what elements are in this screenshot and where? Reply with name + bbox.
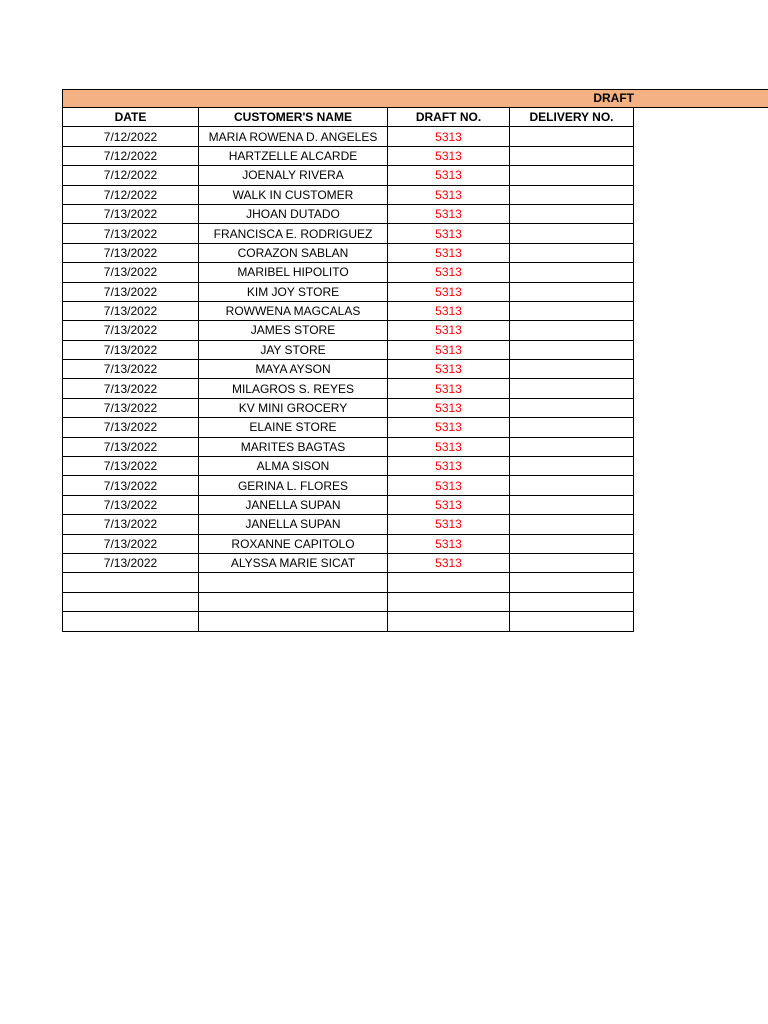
customer-name-cell[interactable]: ROWWENA MAGCALAS: [199, 301, 388, 320]
delivery-no-cell[interactable]: [510, 360, 634, 379]
table-row: [63, 592, 634, 611]
delivery-no-cell[interactable]: [510, 340, 634, 359]
draft-no-cell[interactable]: 5313: [388, 204, 510, 223]
delivery-no-cell[interactable]: [510, 457, 634, 476]
customer-name-cell[interactable]: ROXANNE CAPITOLO: [199, 534, 388, 553]
table-row: [63, 340, 634, 359]
draft-no-cell[interactable]: 5313: [388, 340, 510, 359]
draft-no-cell[interactable]: 5313: [388, 185, 510, 204]
table-row: [63, 553, 634, 572]
table-row: [63, 224, 634, 243]
delivery-no-cell[interactable]: [510, 418, 634, 437]
draft-no-cell[interactable]: 5313: [388, 127, 510, 146]
table-row: [63, 127, 634, 146]
draft-no-cell[interactable]: 5313: [388, 224, 510, 243]
table-row: [63, 437, 634, 456]
customer-name-cell[interactable]: MARIBEL HIPOLITO: [199, 263, 388, 282]
customer-name-cell[interactable]: JAMES STORE: [199, 321, 388, 340]
date-cell[interactable]: 7/13/2022: [63, 553, 199, 572]
draft-no-cell[interactable]: 5313: [388, 495, 510, 514]
date-cell[interactable]: 7/13/2022: [63, 418, 199, 437]
table-row: [63, 398, 634, 417]
table-row: [63, 321, 634, 340]
date-cell[interactable]: 7/13/2022: [63, 340, 199, 359]
draft-no-cell[interactable]: 5313: [388, 263, 510, 282]
customer-name-cell[interactable]: KV MINI GROCERY: [199, 398, 388, 417]
customer-name-cell[interactable]: JHOAN DUTADO: [199, 204, 388, 223]
draft-no-cell[interactable]: 5313: [388, 379, 510, 398]
table-row: [63, 282, 634, 301]
date-cell[interactable]: [63, 592, 199, 611]
column-header-date[interactable]: DATE: [63, 108, 199, 127]
delivery-no-cell[interactable]: [510, 127, 634, 146]
draft-no-cell[interactable]: 5313: [388, 243, 510, 262]
delivery-no-cell[interactable]: [510, 495, 634, 514]
draft-no-cell[interactable]: 5313: [388, 321, 510, 340]
customer-name-cell[interactable]: FRANCISCA E. RODRIGUEZ: [199, 224, 388, 243]
column-header-customer-name[interactable]: CUSTOMER'S NAME: [199, 108, 388, 127]
date-cell[interactable]: 7/13/2022: [63, 457, 199, 476]
delivery-no-cell[interactable]: [510, 204, 634, 223]
delivery-no-cell[interactable]: [510, 379, 634, 398]
date-cell[interactable]: 7/13/2022: [63, 282, 199, 301]
table-row: [63, 166, 634, 185]
draft-table: [62, 107, 634, 632]
table-row: [63, 612, 634, 631]
date-cell[interactable]: 7/13/2022: [63, 321, 199, 340]
date-cell[interactable]: 7/13/2022: [63, 243, 199, 262]
table-row: [63, 263, 634, 282]
customer-name-cell[interactable]: MILAGROS S. REYES: [199, 379, 388, 398]
draft-no-cell[interactable]: 5313: [388, 282, 510, 301]
customer-name-cell[interactable]: JAY STORE: [199, 340, 388, 359]
draft-no-cell[interactable]: [388, 612, 510, 631]
delivery-no-cell[interactable]: [510, 185, 634, 204]
table-row: [63, 573, 634, 592]
delivery-no-cell[interactable]: [510, 263, 634, 282]
delivery-no-cell[interactable]: [510, 515, 634, 534]
customer-name-cell[interactable]: KIM JOY STORE: [199, 282, 388, 301]
delivery-no-cell[interactable]: [510, 437, 634, 456]
delivery-no-cell[interactable]: [510, 224, 634, 243]
delivery-no-cell[interactable]: [510, 573, 634, 592]
delivery-no-cell[interactable]: [510, 243, 634, 262]
delivery-no-cell[interactable]: [510, 166, 634, 185]
delivery-no-cell[interactable]: [510, 476, 634, 495]
draft-no-cell[interactable]: 5313: [388, 360, 510, 379]
date-cell[interactable]: 7/13/2022: [63, 476, 199, 495]
table-row: [63, 495, 634, 514]
header-row: [63, 108, 634, 127]
draft-banner[interactable]: [62, 89, 768, 108]
draft-no-cell[interactable]: 5313: [388, 457, 510, 476]
customer-name-cell[interactable]: JOENALY RIVERA: [199, 166, 388, 185]
table-row: [63, 476, 634, 495]
date-cell[interactable]: 7/13/2022: [63, 437, 199, 456]
customer-name-cell[interactable]: ALYSSA MARIE SICAT: [199, 553, 388, 572]
delivery-no-cell[interactable]: [510, 612, 634, 631]
table-row: [63, 146, 634, 165]
customer-name-cell[interactable]: HARTZELLE ALCARDE: [199, 146, 388, 165]
customer-name-cell[interactable]: MAYA AYSON: [199, 360, 388, 379]
draft-no-cell[interactable]: 5313: [388, 553, 510, 572]
customer-name-cell[interactable]: [199, 612, 388, 631]
delivery-no-cell[interactable]: [510, 282, 634, 301]
customer-name-cell[interactable]: GERINA L. FLORES: [199, 476, 388, 495]
date-cell[interactable]: 7/13/2022: [63, 360, 199, 379]
banner-title: DRAFT: [593, 91, 634, 105]
draft-no-cell[interactable]: 5313: [388, 146, 510, 165]
customer-name-cell[interactable]: JANELLA SUPAN: [199, 495, 388, 514]
table-row: [63, 204, 634, 223]
delivery-no-cell[interactable]: [510, 592, 634, 611]
table-row: [63, 243, 634, 262]
draft-no-cell[interactable]: 5313: [388, 301, 510, 320]
date-cell[interactable]: 7/13/2022: [63, 301, 199, 320]
date-cell[interactable]: 7/13/2022: [63, 224, 199, 243]
draft-no-cell[interactable]: 5313: [388, 418, 510, 437]
customer-name-cell[interactable]: JANELLA SUPAN: [199, 515, 388, 534]
draft-no-cell[interactable]: 5313: [388, 476, 510, 495]
table-row: [63, 301, 634, 320]
customer-name-cell[interactable]: [199, 592, 388, 611]
date-cell[interactable]: 7/12/2022: [63, 146, 199, 165]
date-cell[interactable]: 7/13/2022: [63, 398, 199, 417]
date-cell[interactable]: 7/13/2022: [63, 534, 199, 553]
delivery-no-cell[interactable]: [510, 321, 634, 340]
table-row: [63, 418, 634, 437]
customer-name-cell[interactable]: ELAINE STORE: [199, 418, 388, 437]
table-row: [63, 360, 634, 379]
date-cell[interactable]: [63, 612, 199, 631]
delivery-no-cell[interactable]: [510, 534, 634, 553]
delivery-no-cell[interactable]: [510, 301, 634, 320]
customer-name-cell[interactable]: [199, 573, 388, 592]
date-cell[interactable]: 7/12/2022: [63, 127, 199, 146]
customer-name-cell[interactable]: CORAZON SABLAN: [199, 243, 388, 262]
draft-no-cell[interactable]: 5313: [388, 437, 510, 456]
table-row: [63, 379, 634, 398]
delivery-no-cell[interactable]: [510, 553, 634, 572]
customer-name-cell[interactable]: ALMA SISON: [199, 457, 388, 476]
date-cell[interactable]: 7/13/2022: [63, 263, 199, 282]
customer-name-cell[interactable]: MARITES BAGTAS: [199, 437, 388, 456]
delivery-no-cell[interactable]: [510, 146, 634, 165]
table-row: [63, 515, 634, 534]
draft-no-cell[interactable]: 5313: [388, 515, 510, 534]
date-cell[interactable]: 7/13/2022: [63, 495, 199, 514]
table-row: [63, 457, 634, 476]
customer-name-cell[interactable]: WALK IN CUSTOMER: [199, 185, 388, 204]
table-row: [63, 185, 634, 204]
draft-no-cell[interactable]: [388, 573, 510, 592]
date-cell[interactable]: 7/12/2022: [63, 185, 199, 204]
column-header-delivery-no[interactable]: DELIVERY NO.: [510, 108, 634, 127]
draft-no-cell[interactable]: 5313: [388, 398, 510, 417]
date-cell[interactable]: [63, 573, 199, 592]
draft-no-cell[interactable]: 5313: [388, 534, 510, 553]
table-row: [63, 534, 634, 553]
date-cell[interactable]: 7/13/2022: [63, 204, 199, 223]
customer-name-cell[interactable]: MARIA ROWENA D. ANGELES: [199, 127, 388, 146]
delivery-no-cell[interactable]: [510, 398, 634, 417]
column-header-draft-no[interactable]: DRAFT NO.: [388, 108, 510, 127]
table-body: [63, 127, 634, 631]
date-cell[interactable]: 7/12/2022: [63, 166, 199, 185]
draft-no-cell[interactable]: 5313: [388, 166, 510, 185]
draft-no-cell[interactable]: [388, 592, 510, 611]
date-cell[interactable]: 7/13/2022: [63, 379, 199, 398]
date-cell[interactable]: 7/13/2022: [63, 515, 199, 534]
